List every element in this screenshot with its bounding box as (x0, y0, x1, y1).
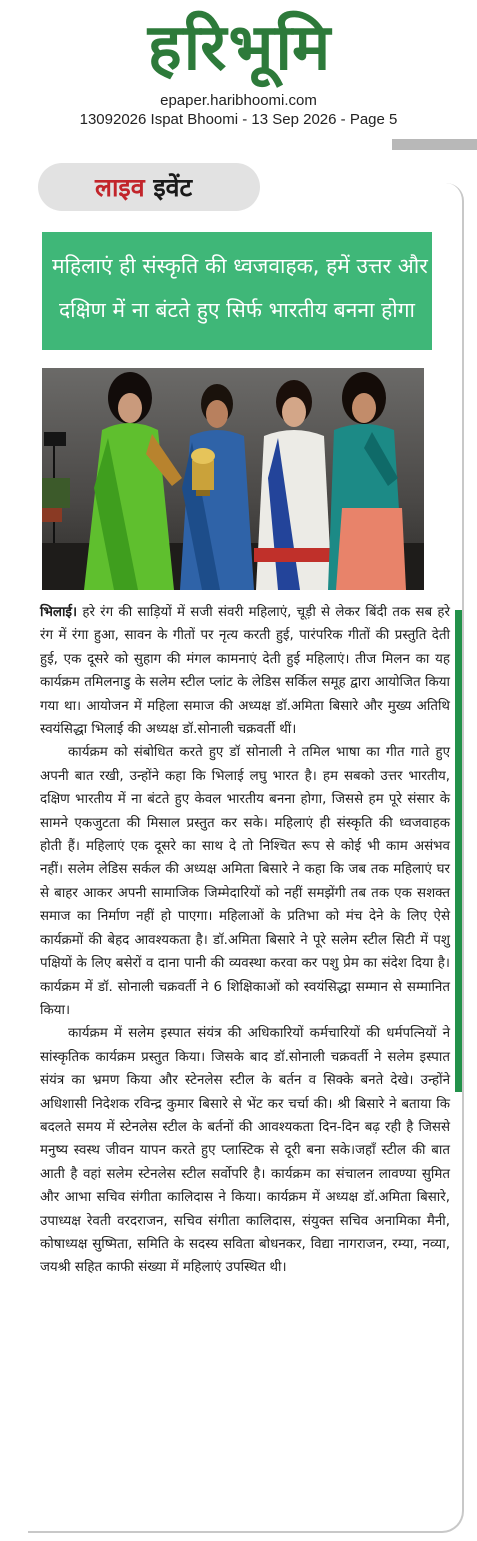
haribhoomi-logo: हरिभूमि (147, 11, 333, 85)
trophy (191, 448, 215, 496)
site-url[interactable]: epaper.haribhoomi.com (160, 92, 317, 109)
side-accent-bar (455, 610, 462, 1092)
article-body (40, 601, 450, 1280)
article-paragraph-1-text: हरे रंग की साड़ियों में सजी संवरी महिलाएं, चूड़ी से लेकर बिंदी तक सब हरे रंग में रंगा हुआ, सावन के गीतों पर नृत्य करती हुई, पारंपरिक गीतों की प्रस्तुति देती हुई, एक दूसरे को सुहाग की मंगल कामनाएं देती हुई महिलाएं। तीज मिलन का यह कार्यक्रम तमिलनाडु के सलेम स्टील प्लांट के लेडिस सर्किल समूह द्वारा आयोजित किया गया था। आयोजन में महिला समाज की अध्यक्ष डॉ.अमिता बिसारे और मुख्य अतिथि स्वयंसिद्धा भिलाई की अध्यक्ष डॉ.सोनाली चक्रवर्ती थीं। (40, 605, 450, 738)
section-label-live: लाइव (95, 173, 145, 202)
headline-line-2: दक्षिण में ना बंटते हुए सिर्फ भारतीय बनना होगा (59, 298, 415, 322)
article-paragraph-2: कार्यक्रम को संबोधित करते हुए डॉ सोनाली ने तमिल भाषा का गीत गाते हुए अपनी बात रखी, उन्होंने कहा कि भिलाई लघु भारत है। हम सबको उत्तर भारतीय, दक्षिण भारतीय में ना बंटते हुए केवल भारतीय बनना होगा, जिससे हम पूरे संसार के सामने एकजुटता की मिसाल प्रस्तुत कर सके। महिलाएं ही संस्कृति की ध्वजवाहक होती हैं। महिलाएं एक दूसरे का साथ दे तो निश्चित रूप से कोई भी काम असंभव नहीं। सलेम लेडिस सर्कल की अध्यक्ष अमिता बिसारे ने कहा कि जब तक महिलाएं घर से बाहर आकर अपनी सामाजिक जिम्मेदारियों को नहीं समझेंगी तब तक एक सशक्त समाज का निर्माण नहीं हो पाएगा। महिलाओं के प्रतिभा को मंच देने के लिए ऐसे कार्यक्रमों की बेहद आवश्यकता है। डॉ.अमिता बिसारे ने पूरे सलेम स्टील सिटी में पशु पक्षियों के लिए बसेरों व दाना पानी की व्यवस्था करवा कर पशु प्रेम का संदेश दिया है। कार्यक्रम में डॉ. सोनाली चक्रवर्ती ने 6 शिक्षिकाओं को स्वयंसिद्धा सम्मान से सम्मानित किया। (40, 745, 450, 1018)
article-paragraph-1 (40, 601, 450, 741)
section-label-event: इवेंट (153, 173, 193, 202)
headline-box (42, 232, 432, 350)
headline-line-1: महिलाएं ही संस्कृति की ध्वजवाहक, हमें उत्तर और (52, 254, 428, 278)
header-divider (392, 139, 477, 150)
section-label (95, 170, 255, 206)
event-photo-illustration (42, 368, 424, 590)
event-photo (42, 368, 424, 590)
edition-info: 13092026 Ispat Bhoomi - 13 Sep 2026 - Page 5 (79, 111, 398, 128)
masthead (0, 0, 477, 135)
dateline: भिलाई। (40, 605, 78, 620)
article-paragraph-3: कार्यक्रम में सलेम इस्पात संयंत्र की अधिकारियों कर्मचारियों की धर्मपत्नियों ने सांस्कृतिक कार्यक्रम प्रस्तुत किया। जिसके बाद डॉ.सोनाली चक्रवर्ती ने सलेम इस्पात संयंत्र का भ्रमण किया और स्टेनलेस स्टील के बर्तन व सिक्के बनते देखे। उन्होंने अधिशासी निदेशक रविन्द्र कुमार बिसारे से भेंट कर चर्चा की। श्री बिसारे ने बताया कि बदलते समय में स्टेनलेस स्टील के बर्तनों की आवश्यकता दिन-दिन बढ़ रही है जिससे मनुष्य स्वस्थ जीवन यापन करते हुए प्लास्टिक से दूरी बना सके।जहाँ स्टील की बात आती है वहां सलेम स्टेनलेस स्टील सर्वोपरि है। कार्यक्रम का संचालन लावण्या सुमित और आभा सचिव संगीता कालिदास ने किया। कार्यक्रम में अध्यक्ष डॉ.अमिता बिसारे, उपाध्यक्ष रेवती वरदराजन, सचिव संगीता कालिदास, संयुक्त सचिव अनामिका मैनी, कोषाध्यक्ष सुष्मिता, समिति के सदस्य सविता बोधनकर, विद्या नागराजन, रम्या, नव्या, जयश्री सहित काफी संख्या में महिलाएं उपस्थित थी। (40, 1026, 450, 1276)
